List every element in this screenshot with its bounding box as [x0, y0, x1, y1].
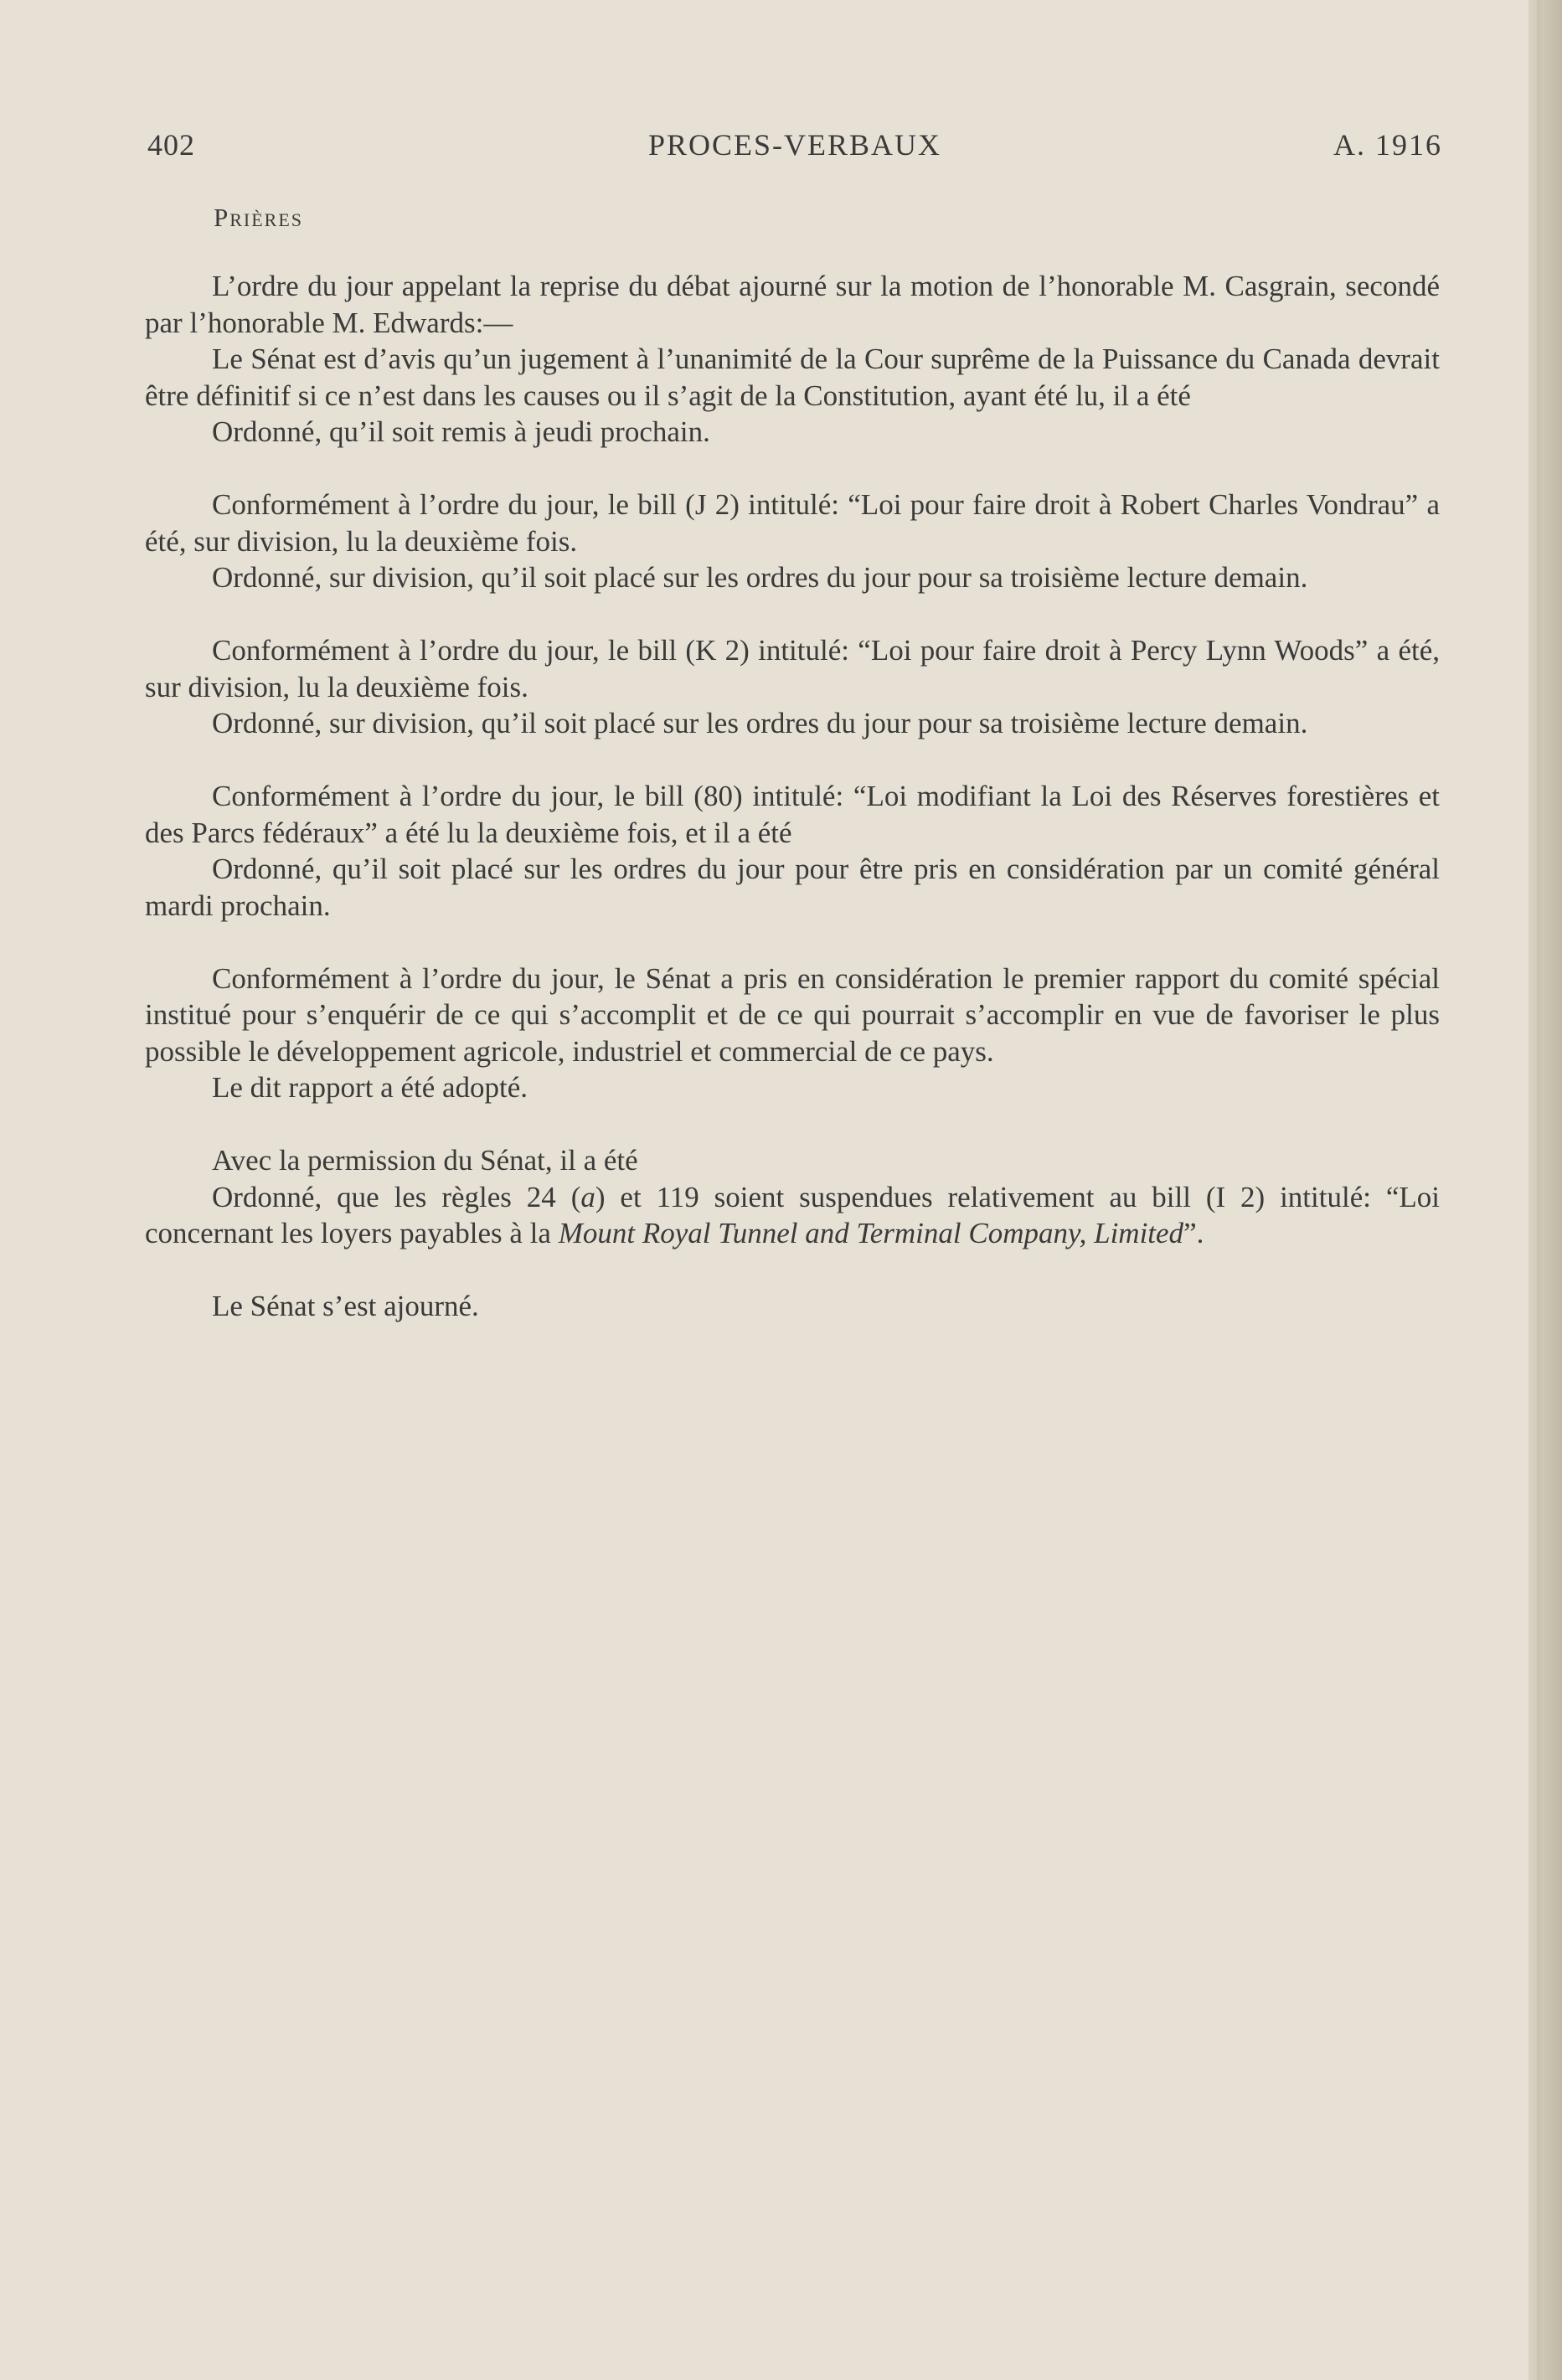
text-run-italic: a [580, 1180, 595, 1213]
paragraph-rules-suspension [145, 1179, 1440, 1252]
running-title: PROCES-VERBAUX [647, 128, 942, 162]
text-run: Ordonné, que les règles 24 ( [212, 1180, 581, 1213]
company-name-italic: Mount Royal Tunnel and Terminal Company, Limited [558, 1217, 1184, 1249]
paragraph: Conformément à l’ordre du jour, le bill (J 2) intitulé: “Loi pour faire droit à Robert Charles Vondrau” a été, sur division, lu la deuxième fois. [145, 488, 1440, 558]
paragraph: Ordonné, sur division, qu’il soit placé sur les ordres du jour pour sa troisième lecture demain. [212, 561, 1308, 594]
body-text [145, 268, 1440, 1325]
paragraph: Ordonné, qu’il soit placé sur les ordres du jour pour être pris en considération par un comité général mardi prochain. [145, 853, 1440, 922]
paragraph: L’ordre du jour appelant la reprise du débat ajourné sur la motion de l’honorable M. Casgrain, secondé par l’honorable M. Edwards:— [145, 270, 1440, 339]
page-number: 402 [147, 128, 195, 162]
paragraph: Conformément à l’ordre du jour, le bill (80) intitulé: “Loi modifiant la Loi des Réserves forestières et des Parcs fédéraux” a été lu la deuxième fois, et il a été [145, 780, 1440, 849]
paragraph: Le Sénat est d’avis qu’un jugement à l’unanimité de la Cour suprême de la Puissance du Canada devrait être définitif si ce n’est dans les causes ou il s’agit de la Constitution, ayant été lu, il a été [145, 343, 1440, 412]
page-binding-edge [1528, 0, 1562, 2380]
paragraph: Conformément à l’ordre du jour, le bill (K 2) intitulé: “Loi pour faire droit à Percy Lynn Woods” a été, sur division, lu la deuxième fois. [145, 634, 1440, 703]
session-year: A. 1916 [1333, 128, 1442, 162]
text-run: ”. [1183, 1217, 1204, 1249]
paragraph: Conformément à l’ordre du jour, le Sénat a pris en considération le premier rapport du comité spécial institué pour s’enquérir de ce qui s’accomplit et de ce qui pourrait s’accomplir en vue de favoriser le plus possible le développement agricole, industriel et commercial de ce pays. [145, 961, 1440, 1068]
paragraph: Ordonné, qu’il soit remis à jeudi prochain. [212, 415, 710, 448]
paragraph: Avec la permission du Sénat, il a été [212, 1144, 638, 1177]
text-run: ) et 119 soient suspendues relativement au bill (I 2) intitulé: “Loi concernant les loyers payables à la [145, 1180, 1440, 1249]
paragraph: Ordonné, sur division, qu’il soit placé sur les ordres du jour pour sa troisième lecture demain. [212, 707, 1308, 739]
section-title: Prières [214, 203, 304, 232]
paragraph: Le dit rapport a été adopté. [212, 1071, 528, 1104]
paragraph-adjournment: Le Sénat s’est ajourné. [212, 1290, 479, 1322]
page-header [147, 127, 1442, 169]
